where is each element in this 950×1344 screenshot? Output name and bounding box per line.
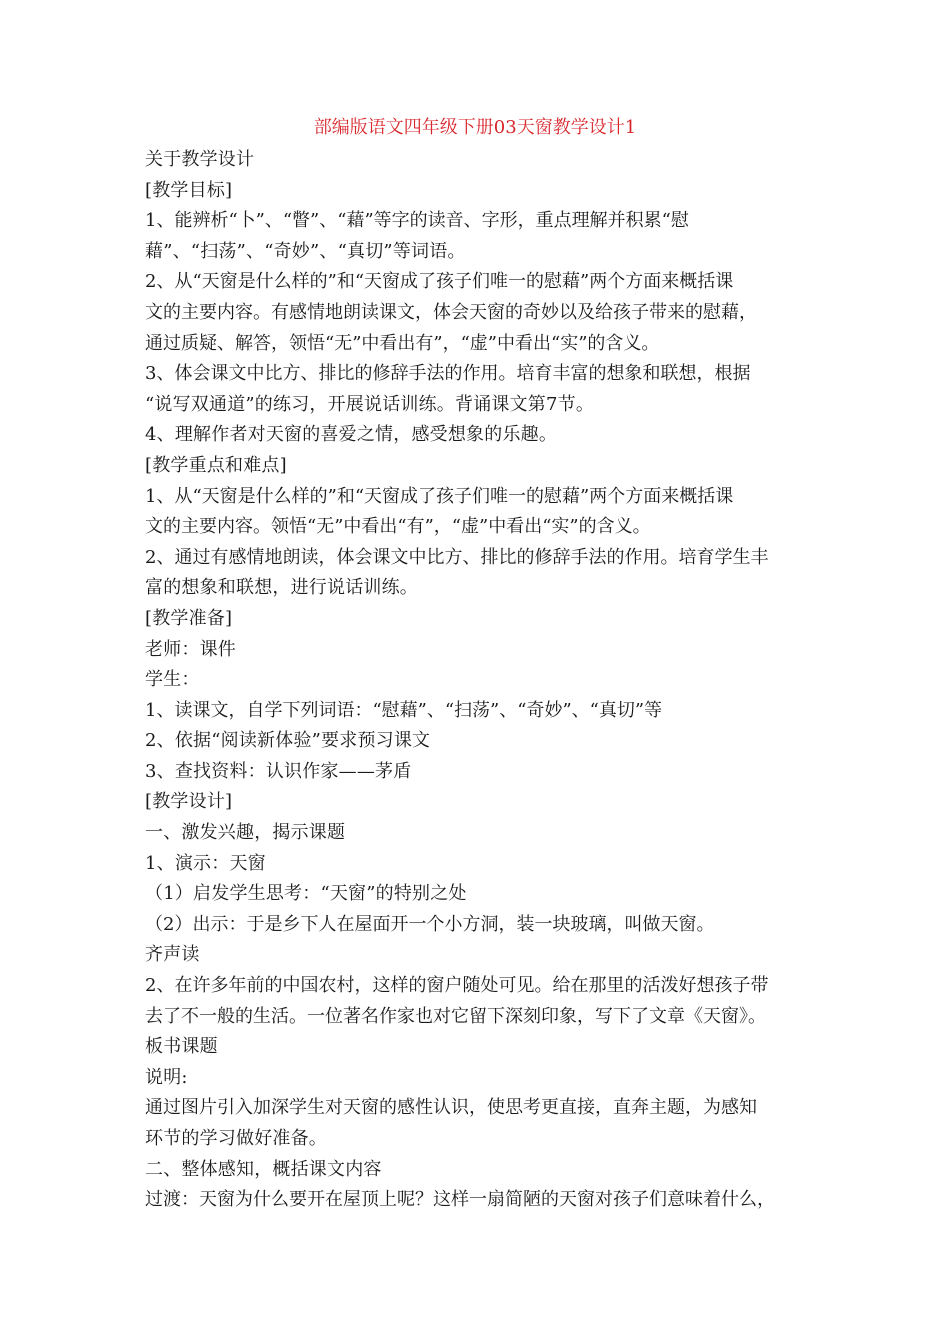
section-heading: [教学目标] (145, 179, 233, 201)
paragraph-line: 板书课题 (145, 1036, 218, 1058)
paragraph-line: 2、从“天窗是什么样的”和“天窗成了孩子们唯一的慰藉”两个方面来概括课 (145, 271, 734, 293)
paragraph-line: 1、能辨析“卜”、“瞥”、“藉”等字的读音、字形，重点理解并积累“慰 (145, 210, 689, 232)
paragraph-line: 文的主要内容。有感情地朗读课文，体会天窗的奇妙以及给孩子带来的慰藉， (145, 301, 757, 323)
paragraph-line: 文的主要内容。领悟“无”中看出“有”，“虚”中看出“实”的含义。 (145, 516, 651, 538)
section-heading: [教学准备] (145, 607, 233, 629)
paragraph-line: 1、从“天窗是什么样的”和“天窗成了孩子们唯一的慰藉”两个方面来概括课 (145, 485, 734, 507)
section-heading: 关于教学设计 (145, 149, 255, 170)
paragraph-line: 2、通过有感情地朗读，体会课文中比方、排比的修辞手法的作用。培育学生丰 (145, 546, 769, 568)
paragraph-line: 1、演示：天窗 (145, 852, 266, 874)
document-body (145, 145, 810, 1216)
paragraph-line: 学生： (145, 669, 200, 691)
paragraph-line: （1）启发学生思考：“天窗”的特别之处 (145, 883, 467, 905)
section-heading: [教学重点和难点] (145, 454, 287, 476)
section-heading: [教学设计] (145, 791, 233, 813)
paragraph-line: 藉”、“扫荡”、“奇妙”、“真切”等词语。 (145, 240, 466, 262)
paragraph-line: “说写双通道”的练习，开展说话训练。背诵课文第7节。 (145, 393, 595, 415)
paragraph-line: 齐声读 (145, 944, 200, 966)
paragraph-line: 3、查找资料：认识作家——茅盾 (145, 760, 412, 782)
paragraph-line: 二、整体感知，概括课文内容 (145, 1158, 382, 1180)
document-title: 部编版语文四年级下册03天窗教学设计1 (313, 117, 637, 138)
paragraph-line: 通过质疑、解答，领悟“无”中看出有”，“虚”中看出“实”的含义。 (145, 332, 660, 354)
paragraph-line: （2）出示：于是乡下人在屋面开一个小方洞，装一块玻璃，叫做天窗。 (145, 913, 715, 935)
paragraph-line: 4、理解作者对天窗的喜爱之情，感受想象的乐趣。 (145, 424, 558, 446)
paragraph-line: 老师：课件 (145, 638, 236, 660)
paragraph-line: 去了不一般的生活。一位著名作家也对它留下深刻印象，写下了文章《天窗》。 (145, 1005, 766, 1027)
paragraph-line: 2、依据“阅读新体验”要求预习课文 (145, 730, 431, 752)
paragraph-line: 一、激发兴趣，揭示课题 (145, 822, 346, 844)
paragraph-line: 过渡：天窗为什么要开在屋顶上呢？这样一扇简陋的天窗对孩子们意味着什么， (145, 1189, 775, 1211)
paragraph-line: 1、读课文，自学下列词语：“慰藉”、“扫荡”、“奇妙”、“真切”等 (145, 699, 663, 721)
paragraph-line: 2、在许多年前的中国农村，这样的窗户随处可见。给在那里的活泼好想孩子带 (145, 975, 769, 997)
paragraph-line: 富的想象和联想，进行说话训练。 (145, 577, 418, 599)
paragraph-line: 说明: (145, 1066, 188, 1088)
paragraph-line: 通过图片引入加深学生对天窗的感性认识，使思考更直接，直奔主题，为感知 (145, 1097, 757, 1119)
paragraph-line: 3、体会课文中比方、排比的修辞手法的作用。培育丰富的想象和联想，根据 (145, 363, 751, 385)
paragraph-line: 环节的学习做好准备。 (145, 1128, 327, 1149)
